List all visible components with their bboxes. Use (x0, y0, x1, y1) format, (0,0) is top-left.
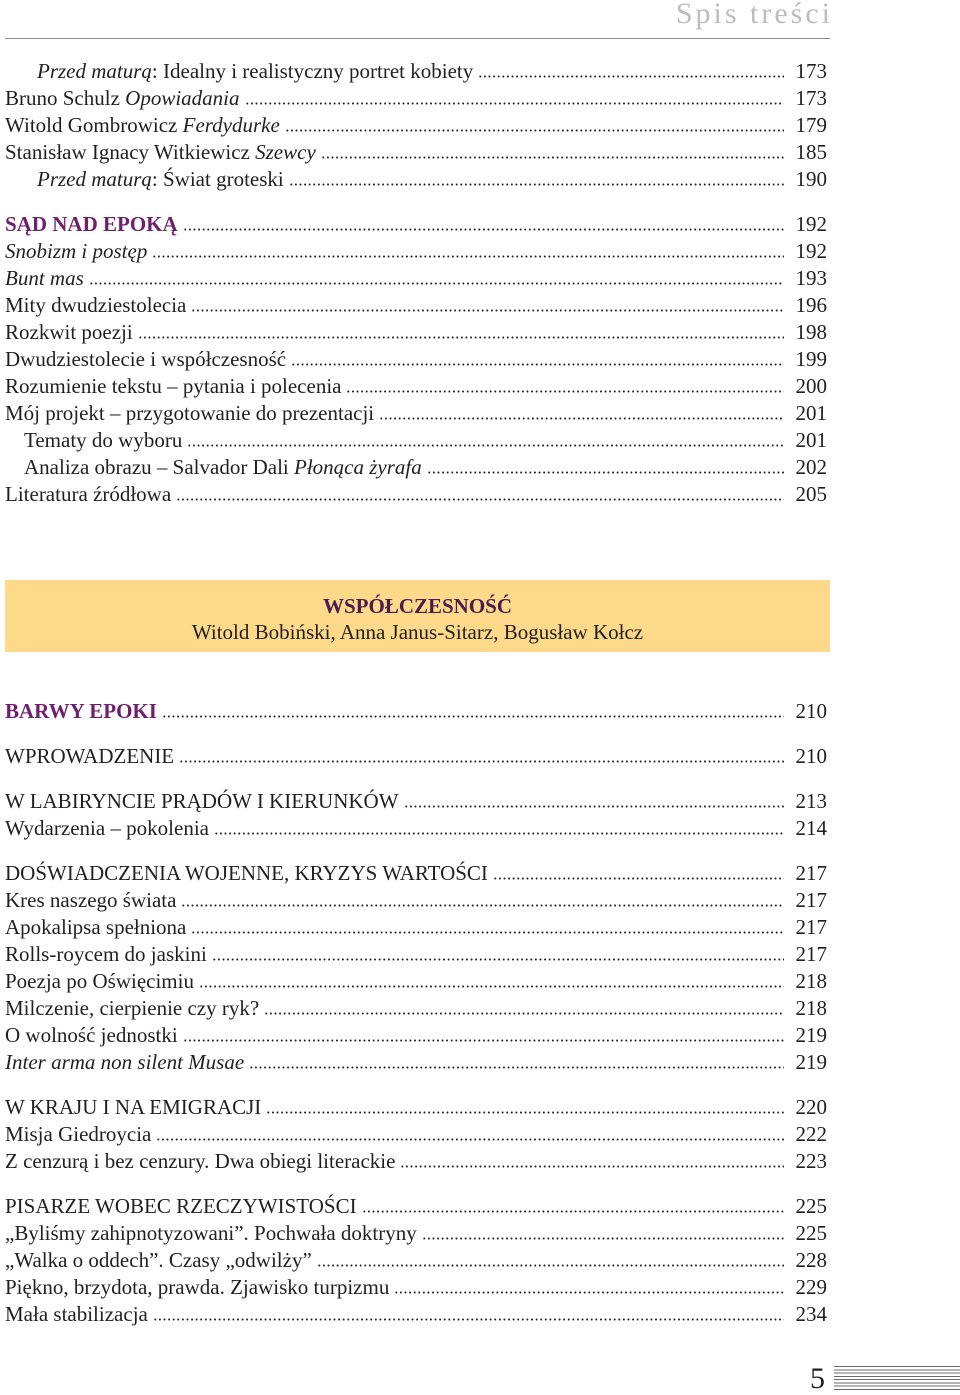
dot-leader (245, 102, 785, 105)
toc-page-number: 223 (795, 1149, 827, 1173)
toc-group (5, 1094, 830, 1175)
toc-page-number: 202 (795, 455, 827, 479)
toc-entry-title (5, 400, 374, 427)
dot-leader (264, 1012, 784, 1015)
dot-leader (181, 904, 784, 907)
toc-page-number: 225 (795, 1221, 827, 1245)
toc-entry (5, 1274, 830, 1301)
toc-page-number: 220 (795, 1095, 827, 1119)
title-text: Kres naszego świata (5, 888, 177, 912)
toc-entry (5, 1121, 830, 1148)
dot-leader (321, 156, 784, 159)
dot-leader (212, 958, 784, 961)
title-text: Milczenie, cierpienie czy ryk? (5, 996, 260, 1020)
title-text: Piękno, brzydota, prawda. Zjawisko turpizmu (5, 1275, 390, 1299)
toc-group (5, 1193, 830, 1328)
title-text: „Walka o oddech”. Czasy „odwilży” (5, 1248, 312, 1272)
toc-entry-title (37, 58, 473, 85)
header-rule (5, 38, 830, 39)
toc-entry (5, 166, 830, 193)
toc-page-number: 205 (795, 482, 827, 506)
toc-page-number: 201 (795, 401, 827, 425)
title-text: SĄD NAD EPOKĄ (5, 212, 178, 236)
toc-entry (5, 788, 830, 815)
dot-leader (187, 444, 784, 447)
toc-entry-title (5, 1301, 148, 1328)
toc-entry (5, 58, 830, 85)
toc-entry (5, 139, 830, 166)
part-title: WSPÓŁCZESNOŚĆ (322, 594, 513, 618)
title-text: : Idealny i realistyczny portret kobiety (151, 59, 474, 83)
toc-entry-title (5, 373, 341, 400)
title-text: Tematy do wyboru (24, 428, 183, 452)
dot-leader (291, 363, 784, 366)
toc-page-number: 196 (795, 293, 827, 317)
toc-entry (5, 265, 830, 292)
toc-entry-title (5, 265, 84, 292)
dot-leader (162, 715, 784, 718)
dot-leader (478, 75, 784, 78)
toc-entry (5, 860, 830, 887)
italic-title-text: Bunt mas (5, 266, 84, 290)
toc-entry (5, 1301, 830, 1328)
title-text: Mój projekt – przygotowanie do prezentacji (5, 401, 375, 425)
toc-entry-title (5, 1274, 389, 1301)
toc-entry (5, 481, 830, 508)
dot-leader (266, 1111, 784, 1114)
dot-leader (379, 417, 784, 420)
page-number: 5 (810, 1362, 825, 1395)
toc-entry-title (5, 238, 147, 265)
toc-entry (5, 1247, 830, 1274)
italic-title-text: Przed maturą (37, 59, 152, 83)
toc-entry (5, 346, 830, 373)
toc-entry (5, 941, 830, 968)
toc-entry (5, 238, 830, 265)
italic-title-text: Snobizm i postęp (5, 239, 148, 263)
toc-page-number: 210 (795, 699, 827, 723)
title-text: Literatura źródłowa (5, 482, 172, 506)
toc-entry (5, 968, 830, 995)
toc-group (5, 788, 830, 842)
dot-leader (422, 1237, 784, 1240)
toc-page-number: 190 (795, 167, 827, 191)
dot-leader (156, 1138, 784, 1141)
title-text: O wolność jednostki (5, 1023, 178, 1047)
toc-entry-title (5, 85, 240, 112)
dot-leader (289, 183, 784, 186)
toc-entry-title (24, 427, 182, 454)
toc-entry (5, 1022, 830, 1049)
toc-entry-title (5, 139, 316, 166)
dot-leader (183, 228, 784, 231)
title-text: Mity dwudziestolecia (5, 293, 187, 317)
toc-page-number: 214 (795, 816, 827, 840)
dot-leader (404, 805, 784, 808)
toc-group (5, 211, 830, 508)
toc-entry-title (5, 914, 186, 941)
toc-page-number: 198 (795, 320, 827, 344)
toc-entry-title (5, 743, 174, 770)
dot-leader (183, 1039, 784, 1042)
toc-entry-title (5, 1220, 417, 1247)
toc-entry (5, 112, 830, 139)
title-text: : Świat groteski (151, 167, 284, 191)
title-text: Mała stabilizacja (5, 1302, 148, 1326)
toc-entry-title (5, 112, 280, 139)
toc-entry-title (5, 698, 157, 725)
title-text: Bruno Schulz (5, 86, 126, 110)
toc-page-number: 217 (795, 915, 827, 939)
toc-page-number: 229 (795, 1275, 827, 1299)
toc-entry (5, 292, 830, 319)
dot-leader (285, 129, 784, 132)
part-banner (5, 580, 830, 652)
dot-leader (89, 282, 784, 285)
toc-entry (5, 427, 830, 454)
title-text: Rozkwit poezji (5, 320, 133, 344)
toc-entry (5, 319, 830, 346)
title-text: Z cenzurą i bez cenzury. Dwa obiegi literackie (5, 1149, 396, 1173)
title-text: Analiza obrazu – Salvador Dali (24, 455, 294, 479)
toc-entry (5, 815, 830, 842)
toc-page-number: 179 (795, 113, 827, 137)
toc-entry (5, 887, 830, 914)
toc-page-number: 173 (795, 86, 827, 110)
toc-entry (5, 1193, 830, 1220)
toc-page-number: 192 (795, 212, 827, 236)
toc-page-number: 201 (795, 428, 827, 452)
italic-title-text: Płonąca żyrafa (294, 455, 422, 479)
toc-page-number: 218 (795, 996, 827, 1020)
toc-entry-title (5, 941, 207, 968)
title-text: PISARZE WOBEC RZECZYWISTOŚCI (5, 1194, 357, 1218)
toc-entry-title (5, 481, 171, 508)
italic-title-text: Ferdydurke (182, 113, 280, 137)
toc-entry (5, 1094, 830, 1121)
toc-entry (5, 373, 830, 400)
toc-entry-title (5, 1193, 357, 1220)
toc-entry-title (5, 346, 286, 373)
toc-group (5, 698, 830, 725)
table-of-contents-lower (5, 698, 830, 1328)
decorative-lines (834, 1366, 960, 1392)
toc-entry (5, 914, 830, 941)
toc-entry-title (5, 788, 399, 815)
toc-page-number: 219 (795, 1050, 827, 1074)
title-text: Stanisław Ignacy Witkiewicz (5, 140, 256, 164)
dot-leader (394, 1291, 784, 1294)
toc-page-number: 217 (795, 888, 827, 912)
toc-page-number: 173 (795, 59, 827, 83)
toc-page-number: 222 (795, 1122, 827, 1146)
toc-page-number: 213 (795, 789, 827, 813)
title-text: W LABIRYNCIE PRĄDÓW I KIERUNKÓW (5, 789, 399, 813)
dot-leader (427, 471, 784, 474)
title-text: W KRAJU I NA EMIGRACJI (5, 1095, 262, 1119)
toc-entry (5, 743, 830, 770)
dot-leader (493, 877, 784, 880)
toc-entry (5, 1220, 830, 1247)
title-text: Dwudziestolecie i współczesność (5, 347, 287, 371)
toc-page-number: 219 (795, 1023, 827, 1047)
toc-group (5, 860, 830, 1076)
dot-leader (153, 1318, 784, 1321)
title-text: Witold Gombrowicz (5, 113, 183, 137)
toc-entry-title (5, 1148, 395, 1175)
toc-page-number: 228 (795, 1248, 827, 1272)
dot-leader (362, 1210, 784, 1213)
title-text: WPROWADZENIE (5, 744, 175, 768)
title-text: DOŚWIADCZENIA WOJENNE, KRYZYS WARTOŚCI (5, 861, 488, 885)
toc-entry-title (5, 1121, 151, 1148)
toc-entry-title (5, 995, 259, 1022)
dot-leader (317, 1264, 784, 1267)
toc-entry-title (5, 211, 178, 238)
toc-entry-title (24, 454, 422, 481)
toc-entry (5, 400, 830, 427)
toc-entry-title (5, 860, 488, 887)
italic-title-text: Inter arma non silent Musae (5, 1050, 245, 1074)
toc-entry-title (5, 1022, 178, 1049)
part-authors: Witold Bobiński, Anna Janus-Sitarz, Bogusław Kołcz (191, 620, 644, 644)
toc-entry-title (5, 815, 209, 842)
italic-title-text: Szewcy (255, 140, 316, 164)
toc-entry (5, 85, 830, 112)
dot-leader (214, 832, 784, 835)
dot-leader (199, 985, 784, 988)
dot-leader (176, 498, 784, 501)
dot-leader (138, 336, 784, 339)
italic-title-text: Przed maturą (37, 167, 152, 191)
toc-entry-title (5, 1049, 244, 1076)
title-text: Wydarzenia – pokolenia (5, 816, 209, 840)
dot-leader (346, 390, 784, 393)
title-text: Apokalipsa spełniona (5, 915, 187, 939)
toc-page-number: 225 (795, 1194, 827, 1218)
toc-section-heading (5, 698, 830, 725)
dot-leader (152, 255, 784, 258)
toc-entry-title (5, 1247, 312, 1274)
toc-page-number: 185 (795, 140, 827, 164)
toc-entry-title (5, 887, 176, 914)
toc-entry-title (5, 968, 194, 995)
title-text: „Byliśmy zahipnotyzowani”. Pochwała doktryny (5, 1221, 417, 1245)
toc-page-number: 193 (795, 266, 827, 290)
toc-entry (5, 454, 830, 481)
toc-page-number: 199 (795, 347, 827, 371)
toc-page-number: 234 (795, 1302, 827, 1326)
toc-page-number: 210 (795, 744, 827, 768)
toc-entry (5, 1148, 830, 1175)
title-text: Misja Giedroycia (5, 1122, 152, 1146)
page-header-title: Spis treści (675, 0, 833, 30)
title-text: Rolls-roycem do jaskini (5, 942, 207, 966)
dot-leader (249, 1066, 784, 1069)
toc-page-number: 200 (795, 374, 827, 398)
toc-page-number: 218 (795, 969, 827, 993)
toc-entry (5, 995, 830, 1022)
dot-leader (400, 1165, 784, 1168)
toc-entry (5, 1049, 830, 1076)
toc-group (5, 58, 830, 193)
title-text: Poezja po Oświęcimiu (5, 969, 194, 993)
dot-leader (191, 309, 784, 312)
dot-leader (191, 931, 784, 934)
dot-leader (179, 760, 784, 763)
toc-section-heading (5, 211, 830, 238)
title-text: BARWY EPOKI (5, 699, 157, 723)
toc-entry-title (37, 166, 284, 193)
toc-page-number: 217 (795, 942, 827, 966)
italic-title-text: Opowiadania (125, 86, 240, 110)
toc-entry-title (5, 1094, 261, 1121)
title-text: Rozumienie tekstu – pytania i polecenia (5, 374, 342, 398)
toc-page-number: 192 (795, 239, 827, 263)
toc-entry-title (5, 292, 186, 319)
toc-page-number: 217 (795, 861, 827, 885)
table-of-contents-upper (5, 58, 830, 508)
toc-group (5, 743, 830, 770)
toc-entry-title (5, 319, 133, 346)
